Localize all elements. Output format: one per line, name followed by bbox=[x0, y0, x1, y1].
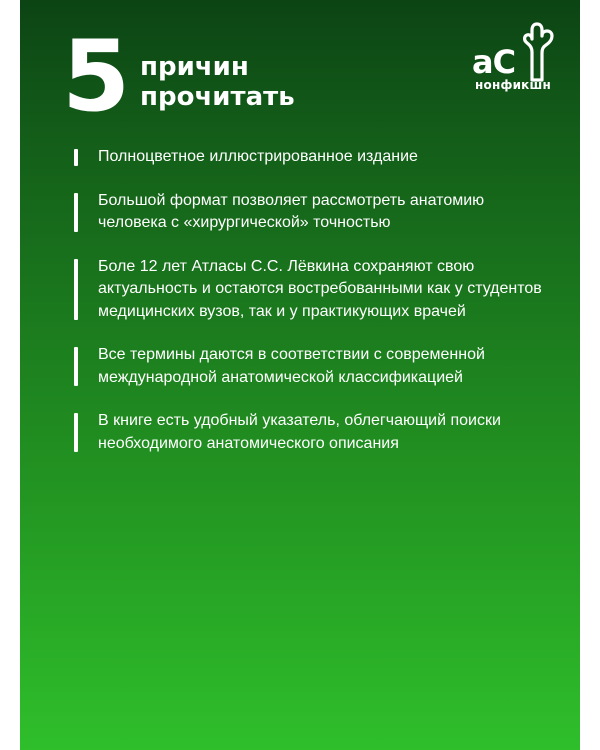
reasons-count: 5 bbox=[62, 20, 129, 134]
list-item bbox=[74, 344, 544, 389]
logo-name: нонфикшн bbox=[475, 78, 551, 92]
headline-line-1: причин bbox=[140, 52, 249, 82]
reason-text: Полноцветное иллюстрированное издание bbox=[98, 148, 418, 165]
list-item bbox=[74, 146, 544, 169]
reason-text: Большой формат позволяет рассмотреть анатомию человека с «хирургической» точностью bbox=[98, 191, 485, 231]
reasons-list bbox=[74, 146, 544, 476]
headline bbox=[140, 52, 360, 112]
reason-text: Боле 12 лет Атласы С.С. Лёвкина сохраняют свою актуальность и остаются востребованными как у студентов медицинских вузов, так и у практикующих врачей bbox=[98, 257, 542, 320]
list-item bbox=[74, 256, 544, 324]
bullet-bar bbox=[74, 193, 78, 232]
headline-line-2: прочитать bbox=[140, 82, 295, 112]
bullet-bar bbox=[74, 347, 78, 386]
promo-card bbox=[20, 0, 580, 750]
bullet-bar bbox=[74, 413, 78, 452]
publisher-logo bbox=[470, 22, 556, 102]
list-item bbox=[74, 190, 544, 235]
reason-text: В книге есть удобный указатель, облегчающий поиски необходимого анатомического описания bbox=[98, 412, 501, 452]
list-item bbox=[74, 410, 544, 455]
logo-mark: аС bbox=[472, 43, 516, 81]
bullet-bar bbox=[74, 149, 78, 166]
bullet-bar bbox=[74, 259, 78, 321]
reason-text: Все термины даются в соответствии с современной международной анатомической классификацией bbox=[98, 346, 485, 386]
